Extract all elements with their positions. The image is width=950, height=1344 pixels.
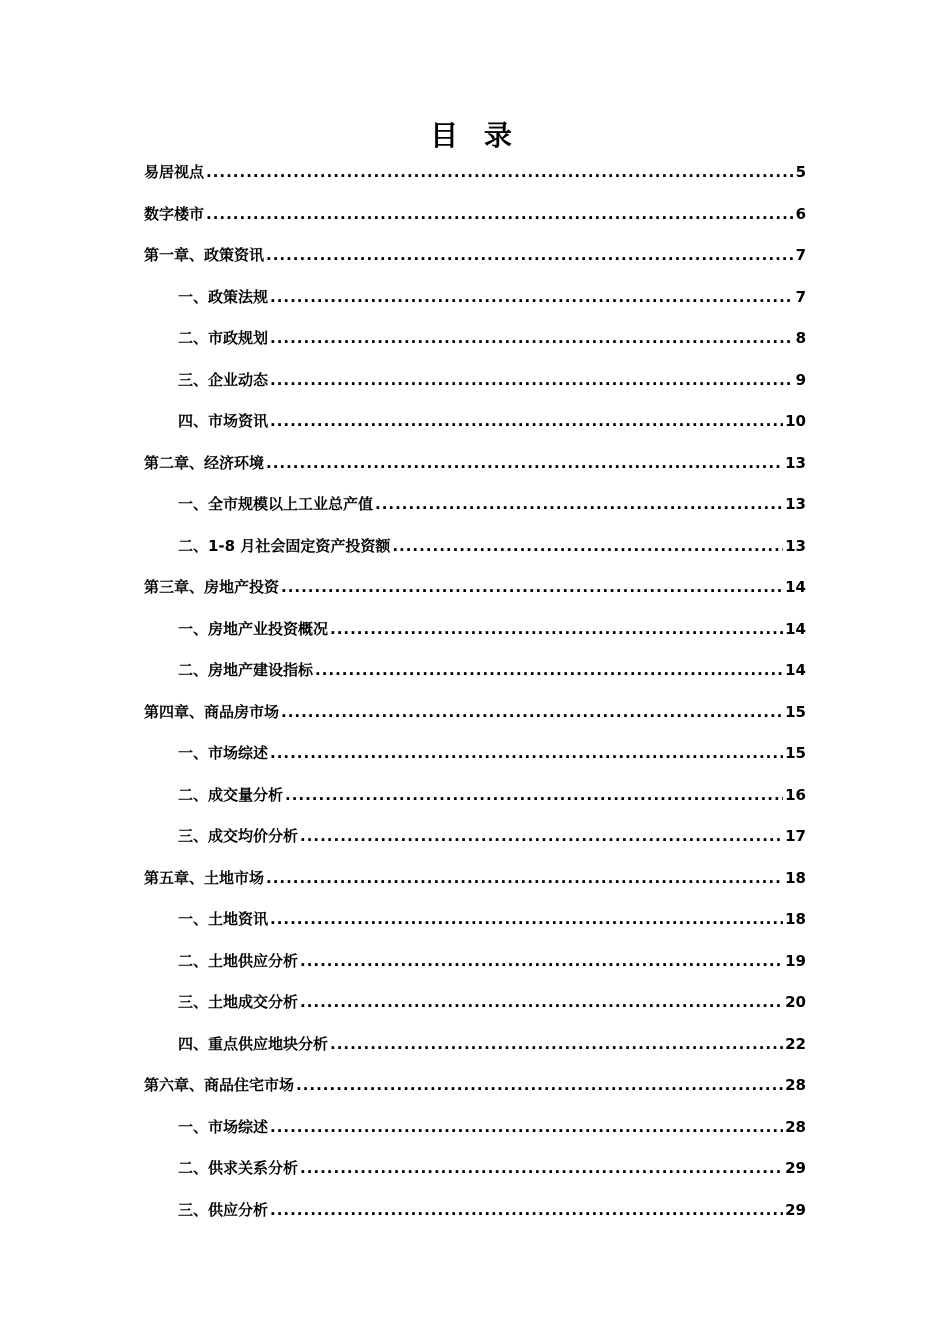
toc-list xyxy=(144,152,806,1231)
toc-entry-label: 一、土地资讯 xyxy=(178,910,269,928)
toc-section-entry[interactable] xyxy=(144,1107,806,1149)
toc-entry-label: 三、土地成交分析 xyxy=(178,993,299,1011)
toc-section-entry[interactable] xyxy=(144,401,806,443)
toc-page-number: 28 xyxy=(785,1117,806,1136)
toc-chapter-entry[interactable] xyxy=(144,858,806,900)
toc-chapter-entry[interactable] xyxy=(144,567,806,609)
toc-entry-label: 二、成交量分析 xyxy=(178,785,284,804)
toc-entry-label: 第二章、经济环境 xyxy=(144,453,265,472)
toc-dot-leader xyxy=(300,941,783,983)
toc-page-number: 14 xyxy=(785,578,806,596)
toc-dot-leader xyxy=(270,360,794,402)
toc-page-number: 7 xyxy=(795,287,806,306)
toc-page-number: 9 xyxy=(795,370,806,389)
toc-chapter-entry[interactable] xyxy=(144,443,806,485)
toc-page-number: 10 xyxy=(785,412,806,430)
toc-page-number: 14 xyxy=(785,661,806,679)
toc-page-number: 17 xyxy=(785,827,806,845)
toc-dot-leader xyxy=(270,899,783,941)
toc-dot-leader xyxy=(296,1065,783,1107)
toc-dot-leader xyxy=(270,733,783,775)
toc-page-number: 18 xyxy=(785,868,806,887)
toc-entry-label: 四、重点供应地块分析 xyxy=(178,1034,329,1053)
toc-section-entry[interactable] xyxy=(144,484,806,526)
toc-section-entry[interactable] xyxy=(144,609,806,651)
toc-dot-leader xyxy=(266,443,783,485)
toc-entry-label: 第五章、土地市场 xyxy=(144,868,265,887)
toc-page-number: 13 xyxy=(785,536,806,555)
toc-page-number: 8 xyxy=(795,329,806,347)
toc-section-entry[interactable] xyxy=(144,1024,806,1066)
toc-section-entry[interactable] xyxy=(144,982,806,1024)
toc-section-entry[interactable] xyxy=(144,650,806,692)
toc-entry-label: 一、全市规模以上工业总产值 xyxy=(178,495,374,513)
toc-section-entry[interactable] xyxy=(144,899,806,941)
toc-page-number: 22 xyxy=(785,1034,806,1053)
toc-page-number: 18 xyxy=(785,910,806,928)
toc-page-number: 15 xyxy=(785,744,806,762)
toc-page-number: 16 xyxy=(785,785,806,804)
toc-dot-leader xyxy=(330,609,783,651)
toc-entry-label: 第四章、商品房市场 xyxy=(144,702,280,721)
toc-entry-label: 第六章、商品住宅市场 xyxy=(144,1076,295,1094)
toc-page-number: 28 xyxy=(785,1076,806,1094)
toc-page-number: 19 xyxy=(785,951,806,970)
toc-page-number: 29 xyxy=(785,1159,806,1177)
toc-entry-label: 二、市政规划 xyxy=(178,329,269,347)
toc-page-number: 7 xyxy=(795,246,806,264)
toc-dot-leader xyxy=(281,692,783,734)
toc-entry-label: 二、土地供应分析 xyxy=(178,951,299,970)
toc-dot-leader xyxy=(300,982,783,1024)
toc-chapter-entry[interactable] xyxy=(144,152,806,194)
toc-entry-label: 一、市场综述 xyxy=(178,744,269,762)
toc-chapter-entry[interactable] xyxy=(144,1065,806,1107)
toc-dot-leader xyxy=(392,526,783,568)
toc-chapter-entry[interactable] xyxy=(144,194,806,236)
toc-entry-label: 第一章、政策资讯 xyxy=(144,246,265,264)
toc-section-entry[interactable] xyxy=(144,526,806,568)
toc-dot-leader xyxy=(281,567,783,609)
toc-dot-leader xyxy=(270,1190,783,1232)
toc-entry-label: 数字楼市 xyxy=(144,204,205,223)
toc-section-entry[interactable] xyxy=(144,733,806,775)
toc-entry-label: 三、供应分析 xyxy=(178,1200,269,1219)
toc-page-number: 13 xyxy=(785,453,806,472)
toc-entry-label: 二、1-8 月社会固定资产投资额 xyxy=(178,536,391,555)
toc-dot-leader xyxy=(266,235,794,277)
toc-section-entry[interactable] xyxy=(144,318,806,360)
toc-dot-leader xyxy=(285,775,783,817)
toc-page-number: 5 xyxy=(795,163,806,181)
toc-page-number: 29 xyxy=(785,1200,806,1219)
toc-page-number: 14 xyxy=(785,619,806,638)
toc-entry-label: 二、供求关系分析 xyxy=(178,1159,299,1177)
toc-entry-label: 三、企业动态 xyxy=(178,370,269,389)
toc-dot-leader xyxy=(266,858,783,900)
toc-section-entry[interactable] xyxy=(144,816,806,858)
toc-dot-leader xyxy=(330,1024,783,1066)
toc-dot-leader xyxy=(270,277,794,319)
toc-entry-label: 易居视点 xyxy=(144,163,205,181)
toc-entry-label: 四、市场资讯 xyxy=(178,412,269,430)
toc-section-entry[interactable] xyxy=(144,360,806,402)
toc-page-number: 15 xyxy=(785,702,806,721)
toc-dot-leader xyxy=(206,194,794,236)
toc-page-number: 20 xyxy=(785,993,806,1011)
toc-entry-label: 二、房地产建设指标 xyxy=(178,661,314,679)
toc-dot-leader xyxy=(375,484,783,526)
toc-dot-leader xyxy=(206,152,794,194)
toc-dot-leader xyxy=(300,816,783,858)
toc-entry-label: 一、房地产业投资概况 xyxy=(178,619,329,638)
toc-section-entry[interactable] xyxy=(144,277,806,319)
toc-dot-leader xyxy=(315,650,783,692)
toc-page-number: 6 xyxy=(795,204,806,223)
toc-page-number: 13 xyxy=(785,495,806,513)
toc-chapter-entry[interactable] xyxy=(144,235,806,277)
toc-section-entry[interactable] xyxy=(144,941,806,983)
toc-chapter-entry[interactable] xyxy=(144,692,806,734)
toc-entry-label: 第三章、房地产投资 xyxy=(144,578,280,596)
toc-section-entry[interactable] xyxy=(144,775,806,817)
toc-dot-leader xyxy=(270,401,783,443)
toc-title: 目 录 xyxy=(430,119,520,152)
toc-dot-leader xyxy=(270,1107,783,1149)
toc-section-entry[interactable] xyxy=(144,1190,806,1232)
toc-section-entry[interactable] xyxy=(144,1148,806,1190)
toc-dot-leader xyxy=(300,1148,783,1190)
toc-entry-label: 一、市场综述 xyxy=(178,1117,269,1136)
toc-dot-leader xyxy=(270,318,794,360)
toc-entry-label: 一、政策法规 xyxy=(178,287,269,306)
toc-entry-label: 三、成交均价分析 xyxy=(178,827,299,845)
